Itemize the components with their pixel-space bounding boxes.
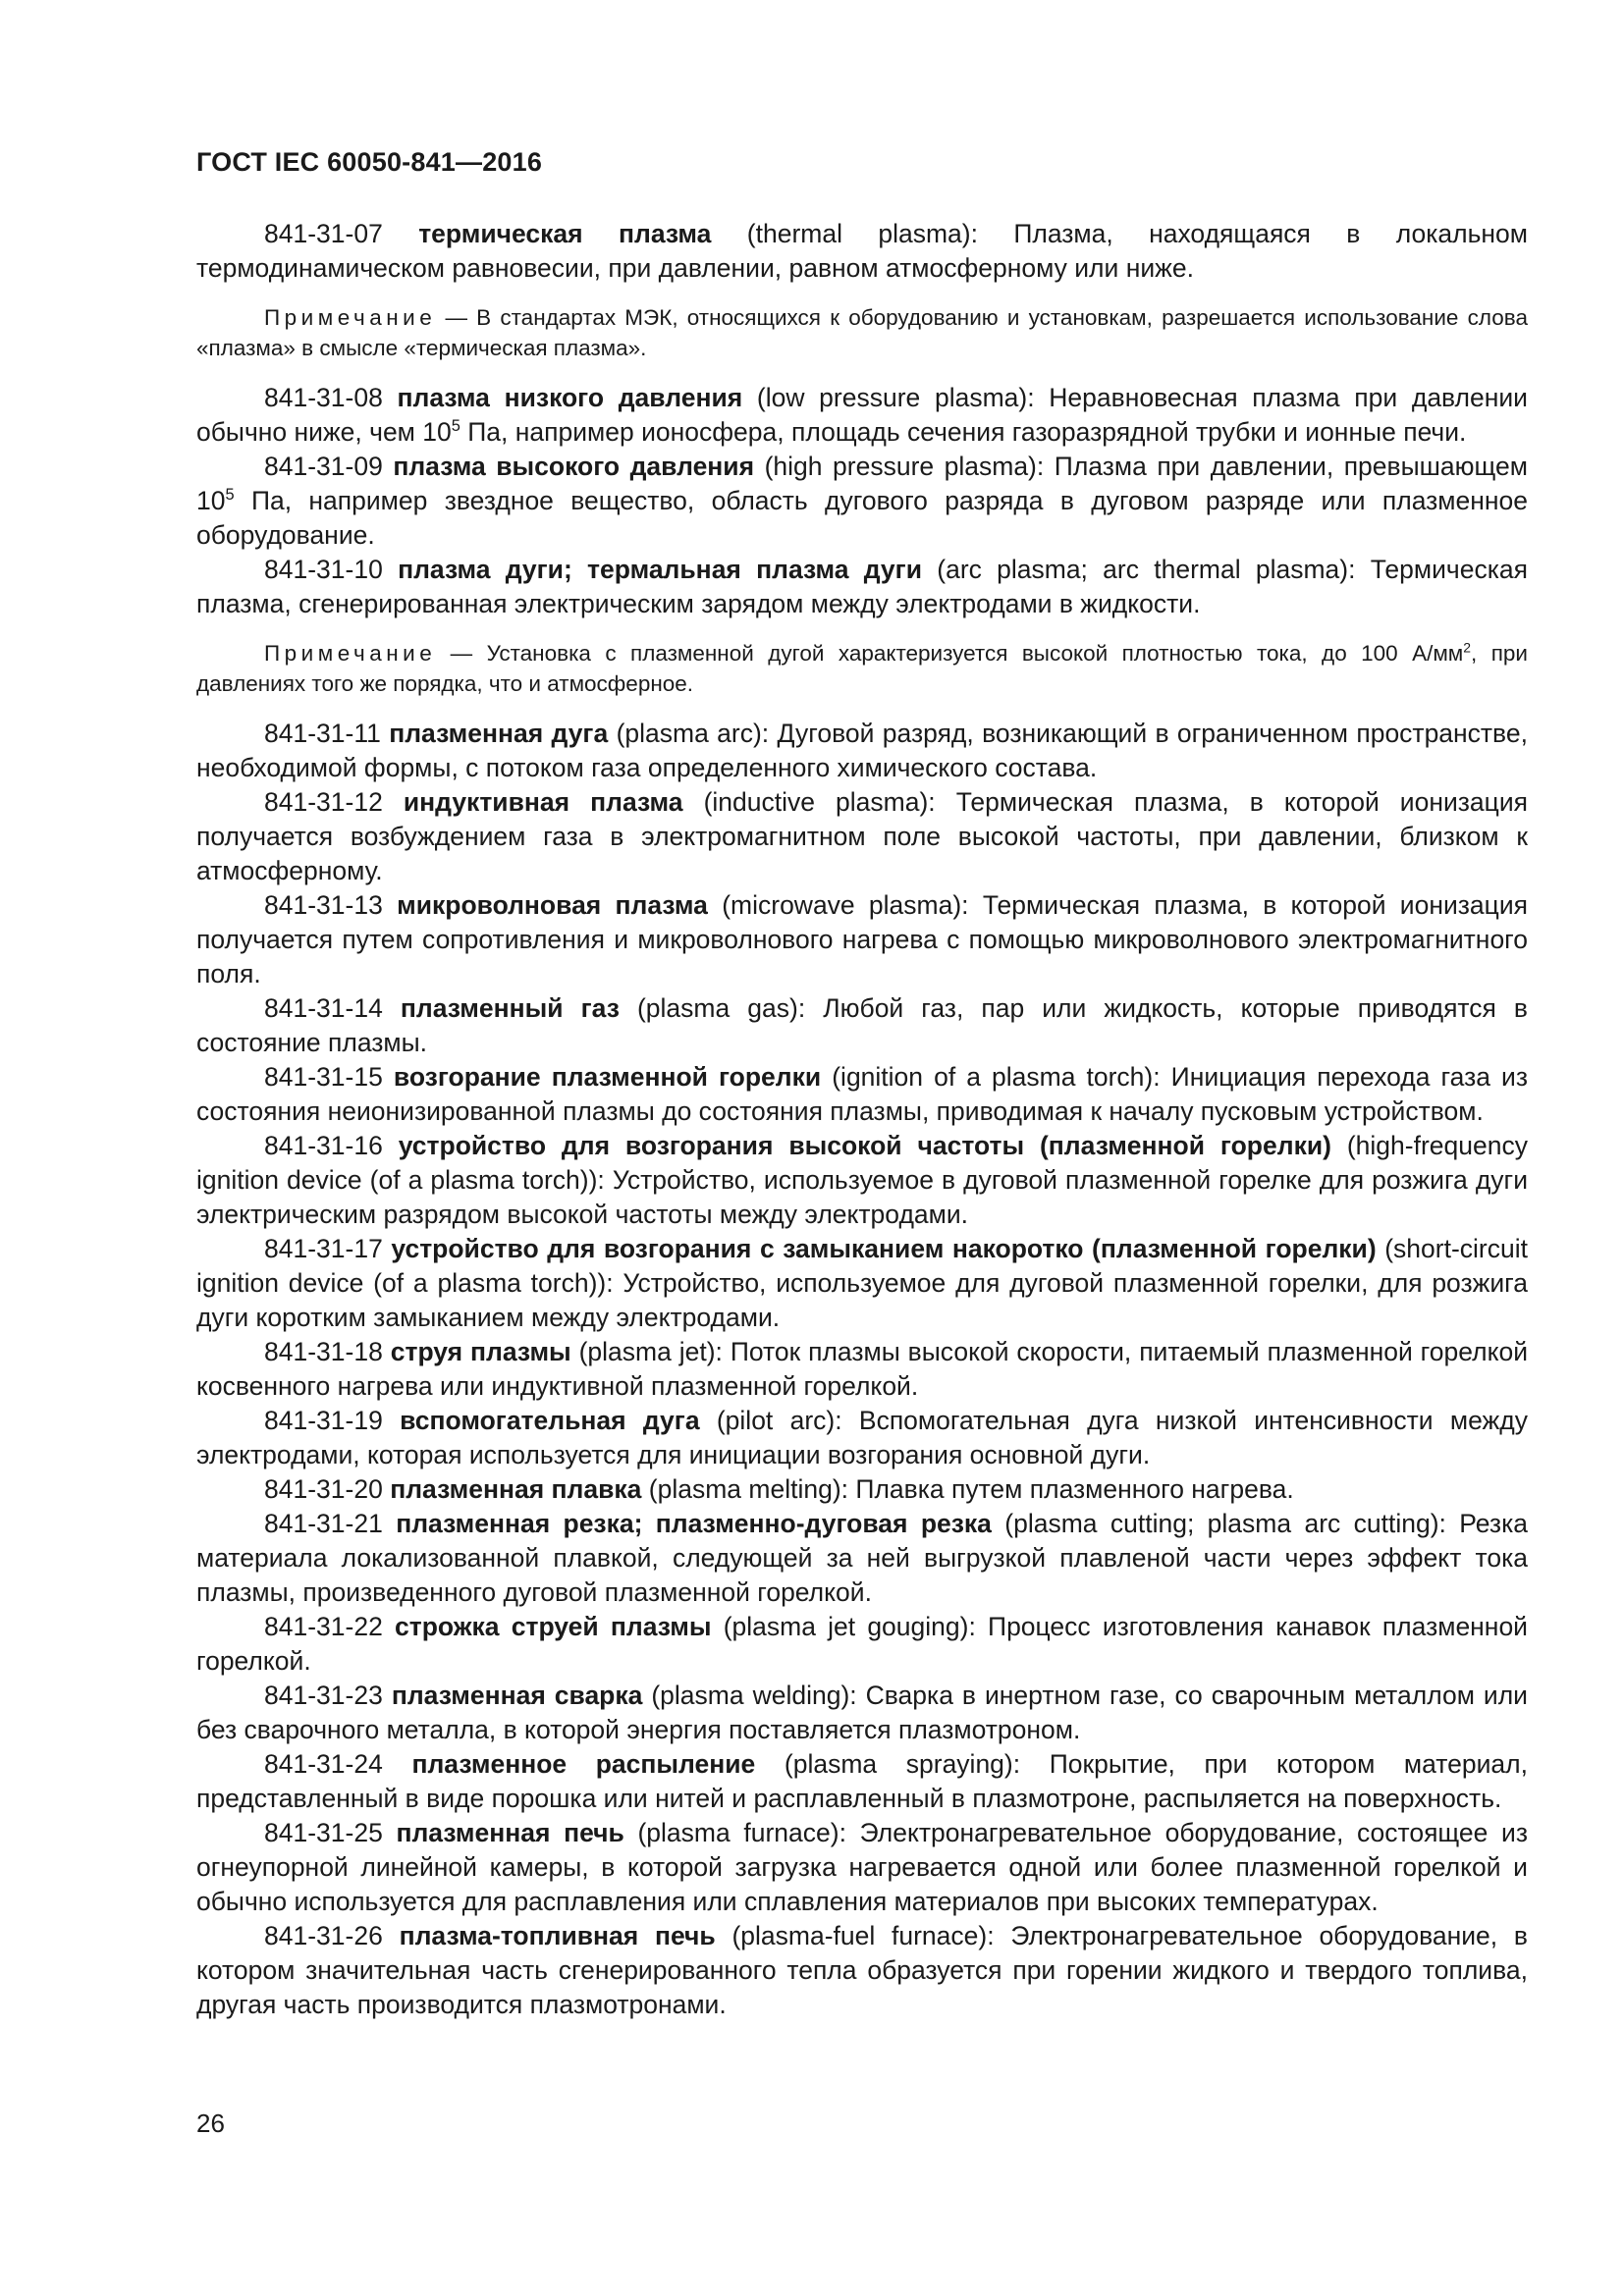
entry-term: плазменная резка; плазменно-дуговая резка [396, 1509, 992, 1538]
entry-english: (short-circuit ignition device (of a plasma torch)): [196, 1234, 1528, 1298]
entry-english: (plasma furnace): [637, 1818, 846, 1847]
entry-definition: Сварка в инертном газе, со сварочным металлом или без сварочного металла, в которой энергия поставляется плазмотроном. [196, 1681, 1528, 1744]
entry-code: 841-31-13 [264, 890, 383, 920]
term-entry [196, 217, 1528, 286]
entry-code: 841-31-26 [264, 1921, 383, 1950]
entry-term: плазма высокого давления [393, 452, 755, 481]
entry-term: плазменный газ [400, 993, 620, 1023]
note-text-cont: , при давлениях того же порядка, что и атмосферное. [196, 641, 1528, 696]
entry-code: 841-31-19 [264, 1406, 383, 1435]
term-entry [196, 888, 1528, 991]
entry-definition: Инициация перехода газа из состояния неионизированной плазмы до состояния плазмы, приводимая к началу пусковым устройством. [196, 1062, 1528, 1126]
term-entry [196, 1816, 1528, 1919]
term-entry [196, 1404, 1528, 1472]
entry-term: устройство для возгорания с замыканием накоротко (плазменной горелки) [391, 1234, 1377, 1263]
entry-code: 841-31-22 [264, 1612, 383, 1641]
entry-definition: Термическая плазма, в которой ионизация получается возбуждением газа в электромагнитном поле высокой частоты, при давлении, близком к атмосферному. [196, 787, 1529, 885]
entry-code: 841-31-20 [264, 1474, 383, 1504]
entry-code: 841-31-16 [264, 1131, 383, 1160]
entry-code: 841-31-25 [264, 1818, 383, 1847]
entry-term: термическая плазма [418, 219, 712, 248]
entry-english: (high pressure plasma): [764, 452, 1045, 481]
entry-english: (plasma cutting; plasma arc cutting): [1004, 1509, 1446, 1538]
entry-term: плазма-топливная печь [399, 1921, 716, 1950]
entry-english: (plasma arc): [616, 719, 770, 748]
entry-definition-cont: Па, например ионосфера, площадь сечения газоразрядной трубки и ионные печи. [467, 417, 1467, 447]
entry-code: 841-31-14 [264, 993, 383, 1023]
entry-code: 841-31-11 [264, 719, 381, 748]
entry-definition: Плавка путем плазменного нагрева. [855, 1474, 1294, 1504]
term-entry [196, 1232, 1528, 1335]
entry-definition: Вспомогательная дуга низкой интенсивности между электродами, которая используется для инициации возгорания основной дуги. [196, 1406, 1528, 1469]
entry-term: плазменное распыление [411, 1749, 756, 1779]
entry-term: микроволновая плазма [397, 890, 708, 920]
entry-english: (plasma jet): [578, 1337, 723, 1366]
entry-code: 841-31-18 [264, 1337, 383, 1366]
term-entry [196, 1129, 1528, 1232]
entry-definition: Любой газ, пар или жидкость, которые приводятся в состояние плазмы. [196, 993, 1528, 1057]
entry-definition: Устройство, используемое в дуговой плазменной горелке для розжига дуги электрическим разрядом высокой частоты между электродами. [196, 1165, 1528, 1229]
note [196, 638, 1528, 699]
entry-code: 841-31-21 [264, 1509, 383, 1538]
entry-english: (thermal plasma): [746, 219, 978, 248]
term-entry [196, 785, 1528, 888]
entry-english: (plasma jet gouging): [723, 1612, 976, 1641]
term-entry [196, 1610, 1528, 1679]
entry-definition: Процесс изготовления канавок плазменной горелкой. [196, 1612, 1528, 1676]
entry-english: (microwave plasma): [722, 890, 969, 920]
entry-code: 841-31-08 [264, 383, 383, 412]
entry-english: (arc plasma; arc thermal plasma): [937, 555, 1356, 584]
entry-english: (high-frequency ignition device (of a plasma torch)): [196, 1131, 1528, 1195]
entry-term: возгорание плазменной горелки [393, 1062, 822, 1092]
entry-english: (ignition of a plasma torch): [832, 1062, 1161, 1092]
entry-english: (pilot arc): [716, 1406, 842, 1435]
entry-code: 841-31-17 [264, 1234, 383, 1263]
entry-definition: Резка материала локализованной плавкой, следующей за ней выгрузкой плавленой части через эффект тока плазмы, произведенного дуговой плазменной горелкой. [196, 1509, 1528, 1607]
entry-english: (plasma welding): [651, 1681, 857, 1710]
entry-definition: Плазма, находящаяся в локальном термодинамическом равновесии, при давлении, равном атмосферному или ниже. [196, 219, 1528, 283]
superscript: 5 [225, 486, 235, 505]
superscript: 2 [1463, 639, 1472, 656]
entry-term: строжка струей плазмы [395, 1612, 712, 1641]
entry-definition: Устройство, используемое для дуговой плазменной горелки, для розжига дуги коротким замыканием между электродами. [196, 1268, 1528, 1332]
entry-definition: Покрытие, при котором материал, представленный в виде порошка или нитей и расплавленный в плазмотроне, распыляется на поверхность. [196, 1749, 1528, 1813]
term-entry [196, 1507, 1528, 1610]
entry-code: 841-31-12 [264, 787, 383, 817]
document-header: ГОСТ IEC 60050-841—2016 [196, 147, 543, 177]
entry-definition: Плазма при давлении, превышающем 10 [196, 452, 1528, 515]
entry-english: (inductive plasma): [703, 787, 936, 817]
entry-definition: Термическая плазма, сгенерированная электрическим зарядом между электродами в жидкости. [196, 555, 1528, 618]
entry-code: 841-31-23 [264, 1681, 383, 1710]
entry-term: плазменная дуга [389, 719, 609, 748]
entry-definition: Электронагревательное оборудование, состоящее из огнеупорной линейной камеры, в которой загрузка нагревается одной или более плазменной горелкой и обычно используется для расплавления или сплавления материалов при высоких температурах. [196, 1818, 1528, 1916]
entry-term: устройство для возгорания высокой частоты (плазменной горелки) [398, 1131, 1331, 1160]
note-text: — Установка с плазменной дугой характеризуется высокой плотностью тока, до 100 А/мм [450, 641, 1464, 666]
entry-definition: Электронагревательное оборудование, в котором значительная часть сгенерированного тепла образуется при горении жидкого и твердого топлива, другая часть производится плазмотронами. [196, 1921, 1528, 2019]
entry-code: 841-31-10 [264, 555, 383, 584]
entry-definition-cont: Па, например звездное вещество, область дугового разряда в дуговом разряде или плазменное оборудование. [196, 486, 1528, 550]
page-number: 26 [196, 2109, 225, 2138]
note-text: — В стандартах МЭК, относящихся к оборудованию и установкам, разрешается использование слова «плазма» в смысле «термическая плазма». [196, 305, 1528, 360]
entry-english: (plasma melting): [648, 1474, 849, 1504]
entry-term: плазма низкого давления [397, 383, 743, 412]
entry-definition: Неравновесная плазма при давлении обычно ниже, чем 10 [196, 383, 1528, 447]
note-label: Примечание [264, 641, 437, 666]
entry-english: (plasma gas): [636, 993, 806, 1023]
entry-term: плазменная печь [396, 1818, 624, 1847]
entry-definition: Термическая плазма, в которой ионизация получается путем сопротивления и микроволнового нагрева с помощью микроволнового электромагнитного поля. [196, 890, 1528, 988]
entry-term: плазменная плавка [390, 1474, 642, 1504]
term-entry [196, 1335, 1528, 1404]
entry-code: 841-31-09 [264, 452, 383, 481]
entry-english: (low pressure plasma): [756, 383, 1035, 412]
entry-code: 841-31-24 [264, 1749, 383, 1779]
term-entry [196, 553, 1528, 621]
term-entry [196, 1919, 1528, 2022]
term-entry [196, 1472, 1528, 1507]
entry-english: (plasma spraying): [784, 1749, 1021, 1779]
term-entry [196, 991, 1528, 1060]
entry-english: (plasma-fuel furnace): [731, 1921, 995, 1950]
entry-definition: Поток плазмы высокой скорости, питаемый плазменной горелкой косвенного нагрева или индуктивной плазменной горелкой. [196, 1337, 1528, 1401]
entry-term: вспомогательная дуга [400, 1406, 700, 1435]
note-label: Примечание [264, 305, 437, 330]
term-entry [196, 1747, 1528, 1816]
entry-term: струя плазмы [390, 1337, 571, 1366]
entry-term: плазменная сварка [391, 1681, 643, 1710]
superscript: 5 [451, 417, 460, 436]
entry-term: плазма дуги; термальная плазма дуги [398, 555, 922, 584]
entry-code: 841-31-15 [264, 1062, 383, 1092]
note [196, 302, 1528, 363]
entry-term: индуктивная плазма [403, 787, 683, 817]
term-entry [196, 450, 1528, 553]
term-entry [196, 381, 1528, 450]
entry-definition: Дуговой разряд, возникающий в ограниченном пространстве, необходимой формы, с потоком газа определенного химического состава. [196, 719, 1528, 782]
document-page [196, 147, 1528, 2022]
term-entry [196, 1060, 1528, 1129]
entry-code: 841-31-07 [264, 219, 383, 248]
term-entry [196, 1679, 1528, 1747]
term-entry [196, 717, 1528, 785]
